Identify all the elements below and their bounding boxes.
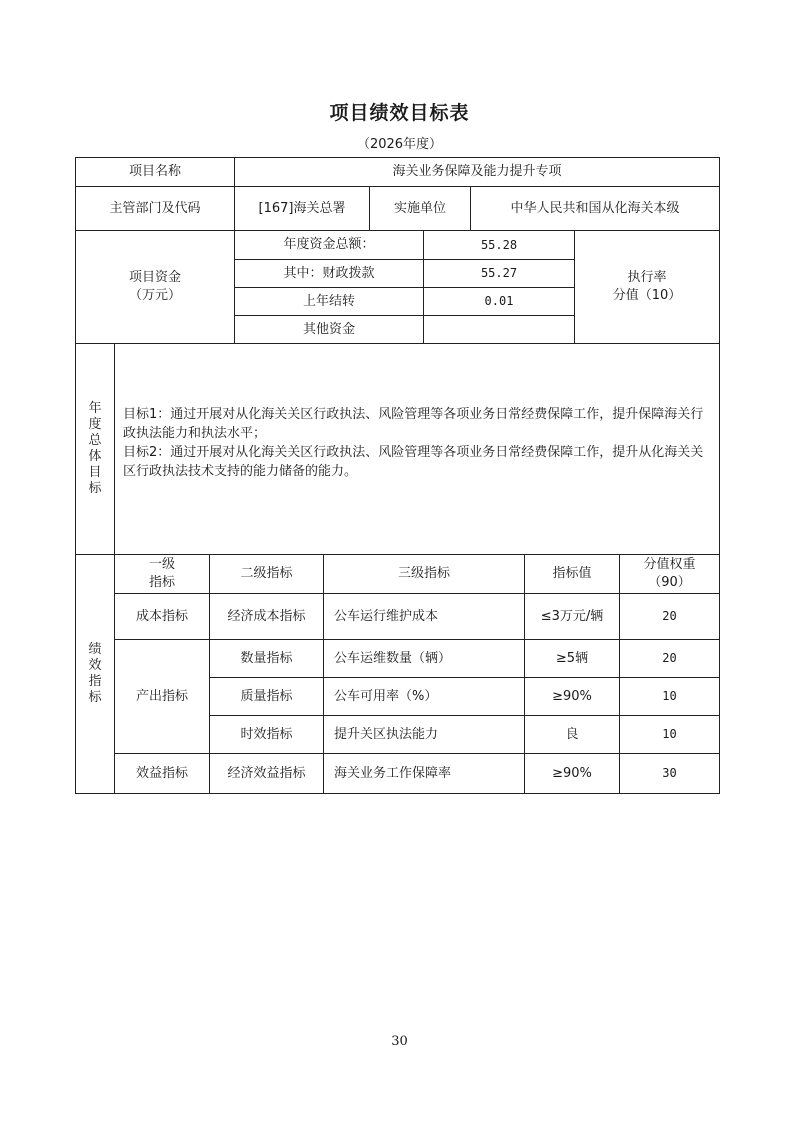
table-row-1-value: ≥5辆 (524, 639, 620, 678)
page-number: 30 (391, 1034, 408, 1049)
funds-carryover-value: 0.01 (423, 287, 575, 316)
unit-label: 实施单位 (369, 186, 471, 231)
header-weight: 分值权重 （90） (619, 554, 720, 594)
indicators-label: 绩 效 指 标 (75, 554, 115, 794)
table-row-3-level2: 时效指标 (209, 715, 324, 754)
funds-other-label: 其他资金 (234, 315, 424, 344)
funds-total-label: 年度资金总额： (234, 230, 424, 260)
exec-rate-label: 执行率 分值（10） (574, 230, 720, 344)
project-name-value: 海关业务保障及能力提升专项 (234, 157, 720, 187)
goal-2: 目标2：通过开展对从化海关关区行政执法、风险管理等各项业务日常经费保障工作，提升从化海关关区行政执法技术支持的能力储备的能力。 (123, 444, 704, 479)
unit-value: 中华人民共和国从化海关本级 (470, 186, 720, 231)
funds-carryover-label: 上年结转 (234, 287, 424, 316)
table-row-1-level2: 数量指标 (209, 639, 324, 678)
table-row-2-weight: 10 (619, 677, 720, 716)
table-row-0-weight: 20 (619, 593, 720, 640)
funds-fiscal-label: 其中：财政拨款 (234, 259, 424, 288)
table-row-3-value: 良 (524, 715, 620, 754)
goals-label: 年 度 总 体 目 标 (75, 343, 115, 555)
page-title: 项目绩效目标表 (329, 102, 470, 124)
table-row-3-level3: 提升关区执法能力 (323, 715, 525, 754)
funds-fiscal-value: 55.27 (423, 259, 575, 288)
table-row-4-weight: 30 (619, 753, 720, 794)
level1-cost: 成本指标 (114, 593, 210, 640)
table-row-2-level2: 质量指标 (209, 677, 324, 716)
funds-label: 项目资金 （万元） (75, 230, 235, 344)
header-level2: 二级指标 (209, 554, 324, 594)
level1-benefit: 效益指标 (114, 753, 210, 794)
dept-label: 主管部门及代码 (75, 186, 235, 231)
goal-1: 目标1：通过开展对从化海关关区行政执法、风险管理等各项业务日常经费保障工作，提升保障海关行政执法能力和执法水平； (123, 407, 704, 441)
header-value: 指标值 (524, 554, 620, 594)
table-row-0-level3: 公车运行维护成本 (323, 593, 525, 640)
table-row-0-value: ≤3万元/辆 (524, 593, 620, 640)
project-name-label: 项目名称 (75, 157, 235, 187)
funds-other-value (423, 315, 575, 344)
table-row-4-value: ≥90% (524, 753, 620, 794)
table-row-2-level3: 公车可用率（%） (323, 677, 525, 716)
dept-value: [167]海关总署 (234, 186, 370, 231)
header-level1: 一级 指标 (114, 554, 210, 594)
table-row-2-value: ≥90% (524, 677, 620, 716)
table-row-0-level2: 经济成本指标 (209, 593, 324, 640)
table-row-1-weight: 20 (619, 639, 720, 678)
header-level3: 三级指标 (323, 554, 525, 594)
table-row-1-level3: 公车运维数量（辆） (323, 639, 525, 678)
funds-total-value: 55.28 (423, 230, 575, 260)
table-row-3-weight: 10 (619, 715, 720, 754)
page-subtitle: （2026年度） (356, 137, 443, 152)
table-row-4-level3: 海关业务工作保障率 (323, 753, 525, 794)
level1-output: 产出指标 (114, 639, 210, 754)
table-row-4-level2: 经济效益指标 (209, 753, 324, 794)
goals-content (114, 343, 720, 555)
